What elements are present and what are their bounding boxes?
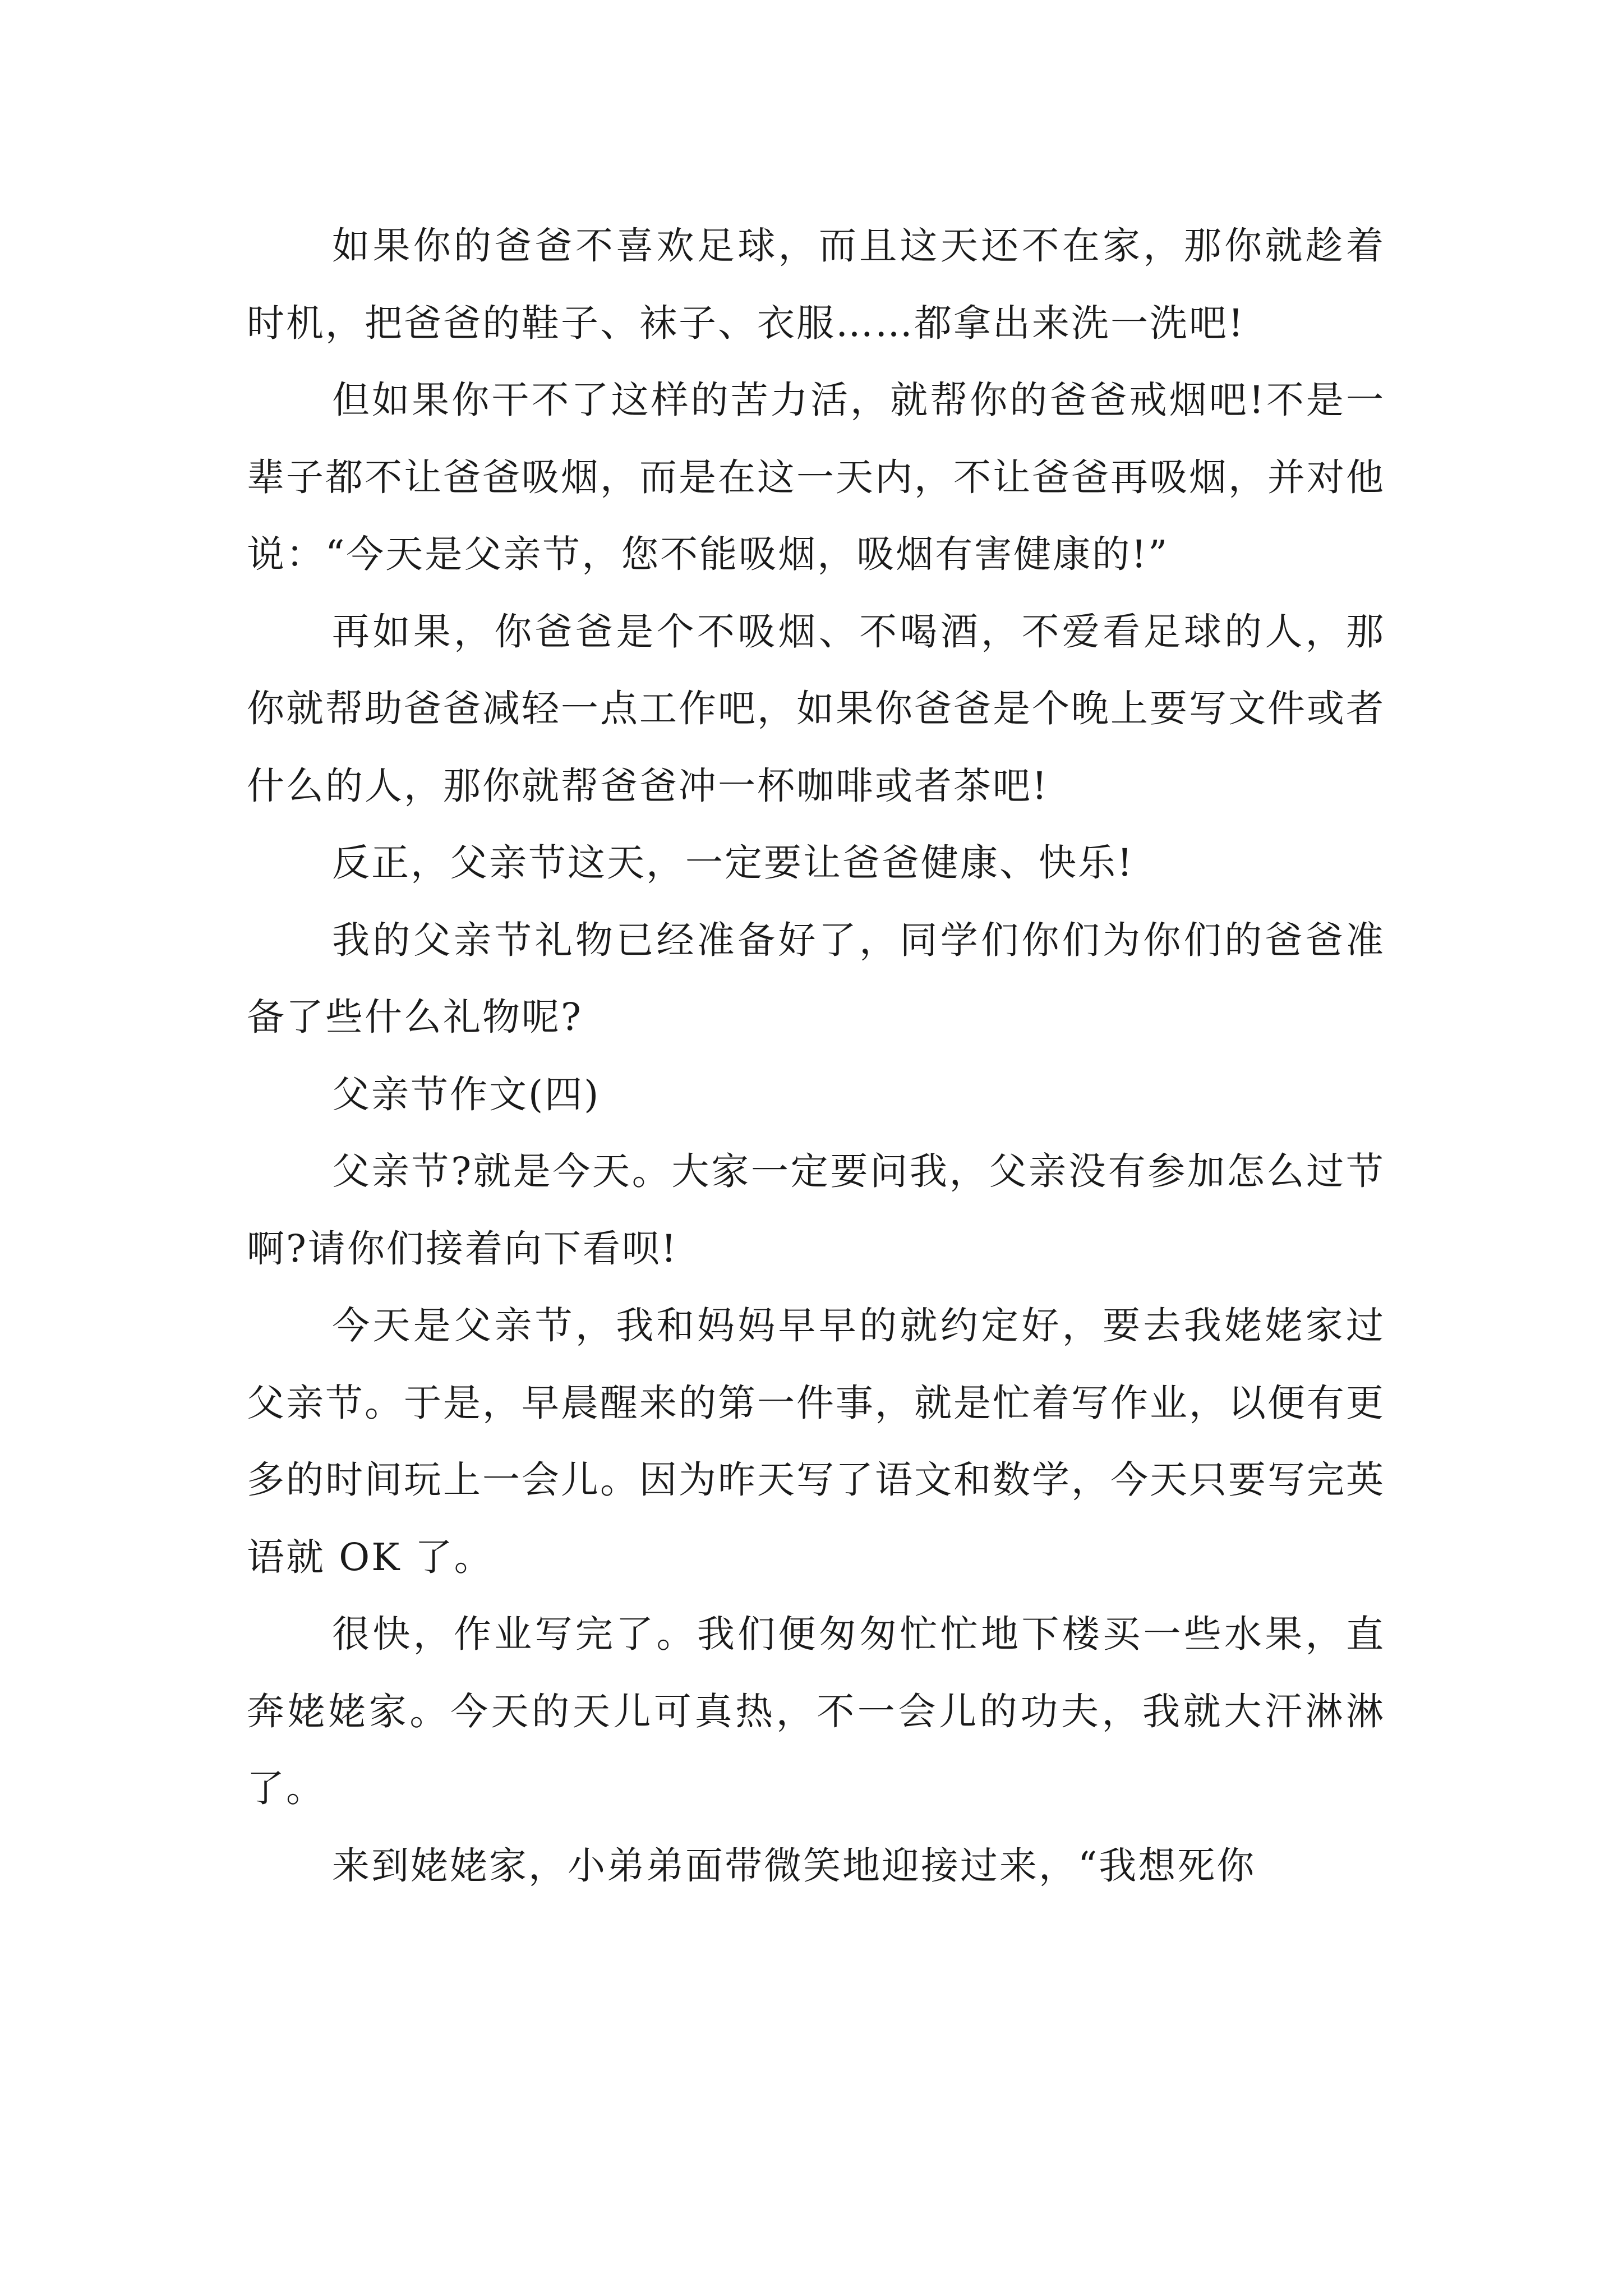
paragraph: 但如果你干不了这样的苦力活，就帮你的爸爸戒烟吧!不是一辈子都不让爸爸吸烟，而是在这一天内，不让爸爸再吸烟，并对他说：“今天是父亲节，您不能吸烟，吸烟有害健康的!” (247, 378, 1385, 576)
paragraph: 很快，作业写完了。我们便匆匆忙忙地下楼买一些水果，直奔姥姥家。今天的天儿可真热，不一会儿的功夫，我就大汗淋淋了。 (247, 1612, 1385, 1810)
paragraph: 如果你的爸爸不喜欢足球，而且这天还不在家，那你就趁着时机，把爸爸的鞋子、袜子、衣服……都拿出来洗一洗吧! (247, 224, 1385, 345)
paragraph: 我的父亲节礼物已经准备好了，同学们你们为你们的爸爸准备了些什么礼物呢? (247, 918, 1385, 1039)
paragraph: 父亲节?就是今天。大家一定要问我，父亲没有参加怎么过节啊?请你们接着向下看呗! (247, 1149, 1385, 1271)
section-heading: 父亲节作文(四) (332, 1072, 601, 1116)
paragraph: 来到姥姥家，小弟弟面带微笑地迎接过来，“我想死你 (332, 1843, 1256, 1888)
paragraph: 今天是父亲节，我和妈妈早早的就约定好，要去我姥姥家过父亲节。于是，早晨醒来的第一件事，就是忙着写作业，以便有更多的时间玩上一会儿。因为昨天写了语文和数学，今天只要写完英语就 OK 了。 (247, 1304, 1385, 1579)
document-body (247, 208, 1385, 1904)
paragraph: 再如果，你爸爸是个不吸烟、不喝酒，不爱看足球的人，那你就帮助爸爸减轻一点工作吧，如果你爸爸是个晚上要写文件或者什么的人，那你就帮爸爸冲一杯咖啡或者茶吧! (247, 609, 1385, 808)
paragraph: 反正，父亲节这天，一定要让爸爸健康、快乐! (332, 841, 1134, 885)
